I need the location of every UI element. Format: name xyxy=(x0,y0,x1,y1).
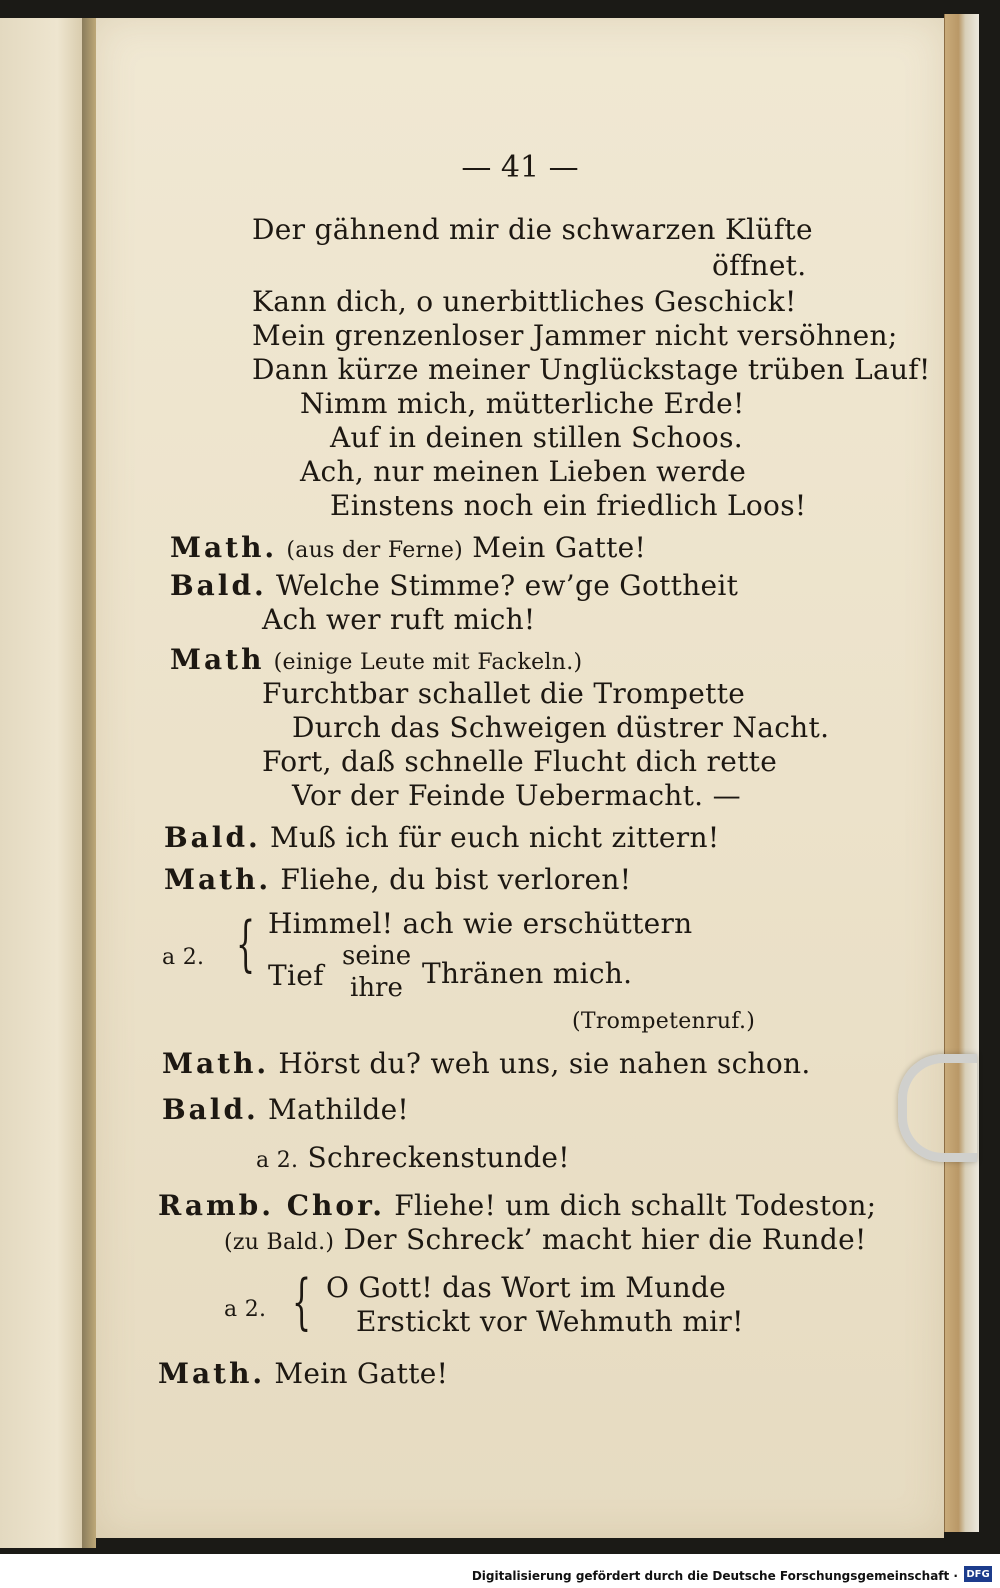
verse-line: Einstens noch ein friedlich Loos! xyxy=(330,489,807,522)
speech-text: Fliehe, du bist verloren! xyxy=(280,863,632,896)
alternative-word: ihre xyxy=(350,973,403,1003)
left-page-edge xyxy=(0,18,84,1548)
speech-bald-1 xyxy=(170,570,738,602)
duet-word: Tief xyxy=(268,959,324,992)
brace: { xyxy=(292,1267,312,1337)
speech-text: Hörst du? weh uns, sie nahen schon. xyxy=(278,1047,811,1080)
duet-line: Himmel! ach wie erschüttern xyxy=(268,907,693,940)
verse-line: Mein grenzenloser Jammer nicht versöhnen; xyxy=(252,319,898,352)
duet-line: O Gott! das Wort im Munde xyxy=(326,1271,727,1304)
speaker-name: Math. xyxy=(164,863,272,896)
verse-line: Auf in deinen stillen Schoos. xyxy=(330,421,743,454)
speech-math-4 xyxy=(162,1048,811,1080)
verse-line: Furchtbar schallet die Trompette xyxy=(262,677,746,710)
duet-label: a 2. xyxy=(256,1148,299,1173)
speech-text: Fliehe! um dich schallt Todeston; xyxy=(394,1189,877,1222)
speech-text: Mein Gatte! xyxy=(274,1357,449,1390)
verse-line: öffnet. xyxy=(712,249,807,282)
stage-direction: (Trompetenruf.) xyxy=(572,1009,756,1034)
stage-direction: (aus der Ferne) xyxy=(286,538,464,563)
verse-line: Dann kürze meiner Unglückstage trüben Lauf! xyxy=(252,353,931,386)
duet-2 xyxy=(256,1142,570,1177)
speech-text: Der Schreck’ macht hier die Runde! xyxy=(343,1223,867,1256)
brace: { xyxy=(236,909,256,979)
duet-label: a 2. xyxy=(162,945,205,970)
funding-credit: Digitalisierung gefördert durch die Deutsche Forschungsgemeinschaft · xyxy=(471,1569,958,1583)
duet-line: Erstickt vor Wehmuth mir! xyxy=(356,1305,744,1338)
dfg-logo: DFG xyxy=(964,1566,992,1582)
speech-text: Schreckenstunde! xyxy=(307,1141,570,1174)
speech-bald-2 xyxy=(164,822,719,854)
speaker-name: Math. xyxy=(170,531,278,564)
page-stack-edge xyxy=(944,14,979,1532)
book-gutter xyxy=(82,18,96,1548)
duet-line: Thränen mich. xyxy=(422,957,633,990)
speech-text: Mein Gatte! xyxy=(472,531,647,564)
speech-text: Muß ich für euch nicht zittern! xyxy=(269,821,720,854)
speech-text: Welche Stimme? ew’ge Gottheit xyxy=(275,569,739,602)
verse-line: Der gähnend mir die schwarzen Klüfte xyxy=(252,213,813,246)
speech-chor xyxy=(158,1190,876,1222)
stage-direction: (zu Bald.) xyxy=(224,1230,335,1255)
verse-line: Ach, nur meinen Lieben werde xyxy=(300,455,747,488)
speaker-name: Bald. xyxy=(164,821,261,854)
speaker-name: Math xyxy=(170,643,265,676)
speaker-name: Math. xyxy=(158,1357,266,1390)
speech-math-5 xyxy=(158,1358,448,1390)
speaker-name: Ramb. Chor. xyxy=(158,1189,386,1222)
footer-bar xyxy=(0,1554,1000,1588)
speech-math-3 xyxy=(164,864,631,896)
speaker-name: Bald. xyxy=(162,1093,259,1126)
speech-math-1 xyxy=(170,532,646,567)
paper-clip xyxy=(898,1054,977,1162)
page-number: — 41 — xyxy=(461,150,579,185)
duet-label: a 2. xyxy=(224,1297,267,1322)
speech-continuation: Ach wer ruft mich! xyxy=(262,603,536,636)
verse-line: Nimm mich, mütterliche Erde! xyxy=(300,387,745,420)
speaker-name: Bald. xyxy=(170,569,267,602)
alternative-word: seine xyxy=(342,941,412,971)
speech-math-2 xyxy=(170,644,582,679)
verse-line: Kann dich, o unerbittliches Geschick! xyxy=(252,285,797,318)
speech-continuation xyxy=(224,1224,867,1259)
verse-line: Vor der Feinde Uebermacht. — xyxy=(292,779,741,812)
verse-line: Durch das Schweigen düstrer Nacht. xyxy=(292,711,830,744)
stage-direction: (einige Leute mit Fackeln.) xyxy=(273,650,583,675)
book-page xyxy=(96,18,944,1538)
speaker-name: Math. xyxy=(162,1047,270,1080)
verse-line: Fort, daß schnelle Flucht dich rette xyxy=(262,745,778,778)
speech-bald-3 xyxy=(162,1094,409,1126)
speech-text: Mathilde! xyxy=(267,1093,409,1126)
